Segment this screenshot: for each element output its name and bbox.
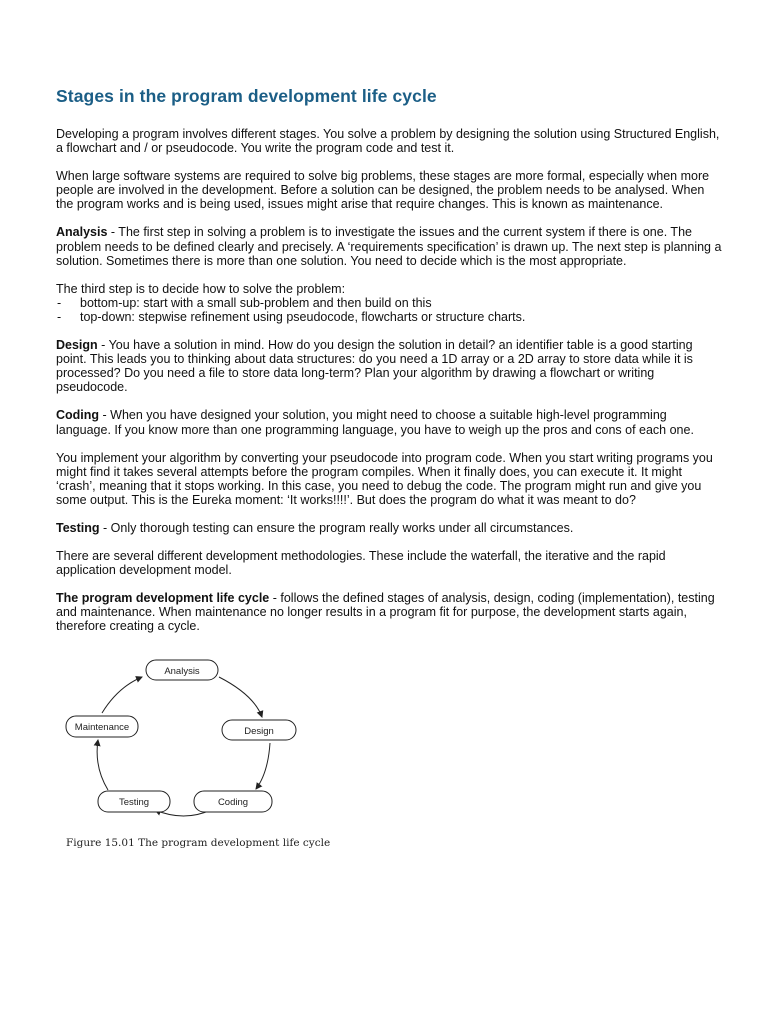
coding-paragraph — [56, 408, 722, 436]
life-cycle-diagram — [56, 655, 356, 855]
document-body — [56, 86, 722, 648]
design-paragraph — [56, 338, 722, 394]
node-design — [222, 720, 296, 740]
pdlc-term: The program development life cycle — [56, 591, 270, 606]
node-label: Testing — [118, 797, 150, 808]
intro-paragraph: Developing a program involves different stages. You solve a problem by designing the solution using Structured English, a flowchart and / or pseudocode. You write the program code and test it. — [56, 127, 720, 156]
arrow-design-to-coding — [256, 743, 270, 789]
node-label: Analysis — [164, 666, 200, 677]
analysis-text: - The first step in solving a problem is to investigate the issues and the current system if there is one. The problem needs to be defined clearly and precisely. A ‘requirements specification’ is drawn up. The next step is planning a solution. Sometimes there is more than one solution. You need to decide which is the most appropriate. — [56, 225, 722, 268]
pdlc-paragraph — [56, 591, 722, 633]
analysis-paragraph — [56, 225, 722, 267]
analysis-term: Analysis — [56, 225, 108, 240]
coding-text: - When you have designed your solution, you might need to choose a suitable high-level programming language. If you know more than one programming language, you have to weigh up the pros and cons of each one. — [56, 408, 694, 437]
node-label: Design — [244, 726, 274, 737]
list-item: - bottom-up: start with a small sub-problem and then build on this — [56, 296, 722, 310]
figure-caption: Figure 15.01 The program development life cycle — [66, 837, 331, 849]
node-coding — [194, 791, 272, 812]
node-maintenance — [66, 716, 138, 737]
testing-term: Testing — [56, 520, 100, 535]
methodologies-paragraph: There are several different development methodologies. These include the waterfall, the iterative and the rapid application development model. — [56, 549, 666, 578]
page-title: Stages in the program development life cycle — [56, 86, 437, 106]
testing-text: - Only thorough testing can ensure the program really works under all circumstances. — [99, 520, 574, 535]
design-term: Design — [56, 338, 98, 353]
approach-list — [56, 296, 722, 324]
arrow-analysis-to-design — [219, 677, 262, 717]
implement-paragraph: You implement your algorithm by converting your pseudocode into program code. When you start writing programs you might find it takes several attempts before the program compiles. When it finally does, you can execute it. It might ‘crash’, meaning that it stops working. In this case, you need to debug the code. The program might run and give you some output. This is the Eureka moment: ‘It works!!!!’. But does the program do what it was meant to do? — [56, 450, 713, 507]
list-item: - top-down: stepwise refinement using pseudocode, flowcharts or structure charts. — [56, 310, 722, 324]
pdlc-text: - follows the defined stages of analysis, design, coding (implementation), testing and maintenance. When maintenance no longer results in a program fit for purpose, the development starts again, therefore creating a cycle. — [56, 591, 715, 634]
testing-paragraph — [56, 521, 722, 535]
design-text: - You have a solution in mind. How do you design the solution in detail? an identifier table is a good starting point. This leads you to thinking about data structures: do you need a 1D array or a 2D array to store data while it is processed? Do you need a file to store data long-term? Plan your algorithm by drawing a flowchart or writing pseudocode. — [56, 338, 693, 395]
coding-term: Coding — [56, 408, 100, 423]
node-analysis — [146, 660, 218, 680]
large-systems-paragraph: When large software systems are required to solve big problems, these stages are more formal, especially when more people are involved in the development. Before a solution can be designed, the problem needs to be analysed. When the program works and is being used, issues might arise that require changes. This is known as maintenance. — [56, 169, 710, 212]
cycle-svg — [56, 655, 356, 835]
arrow-testing-to-maintenance — [97, 740, 108, 790]
node-label: Maintenance — [74, 722, 130, 733]
third-step-intro: The third step is to decide how to solve the problem: — [56, 281, 346, 296]
node-testing — [98, 791, 170, 812]
node-label: Coding — [217, 797, 249, 808]
arrow-maintenance-to-analysis — [102, 677, 142, 713]
